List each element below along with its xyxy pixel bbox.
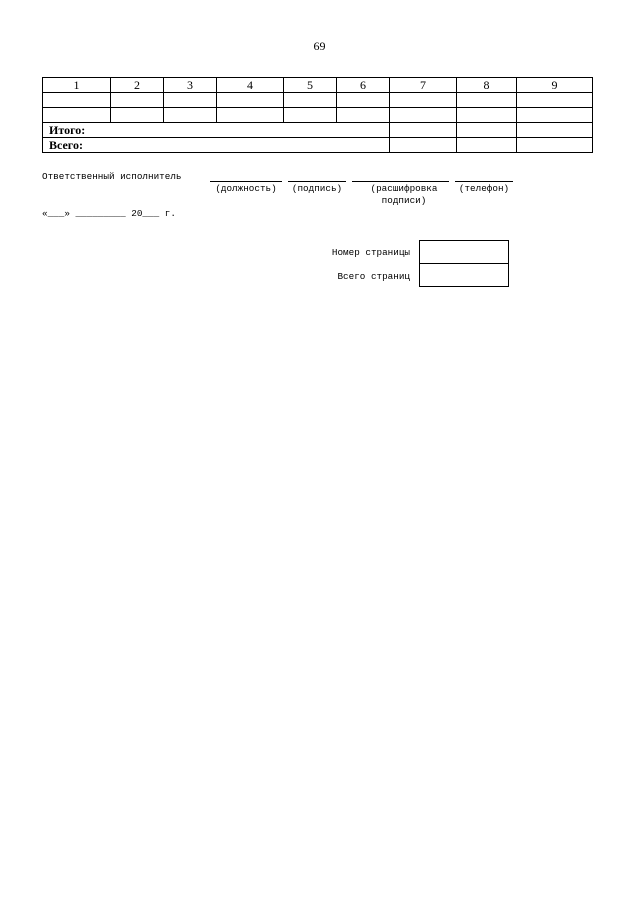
column-header-3: 3: [164, 78, 217, 93]
table-cell[interactable]: [111, 93, 164, 108]
total-pages-box[interactable]: [419, 263, 509, 287]
date-line: «___» _________ 20___ г.: [42, 208, 176, 219]
itogo-cell-7[interactable]: [390, 123, 457, 138]
column-header-5: 5: [284, 78, 337, 93]
table-row: [43, 93, 593, 108]
itogo-row: [43, 123, 593, 138]
table-cell[interactable]: [217, 93, 284, 108]
vsego-cell-8[interactable]: [457, 138, 517, 153]
table-cell[interactable]: [284, 108, 337, 123]
table-cell[interactable]: [390, 108, 457, 123]
table-row: [43, 108, 593, 123]
table-cell[interactable]: [284, 93, 337, 108]
signature-line[interactable]: [288, 181, 346, 182]
table-cell[interactable]: [457, 93, 517, 108]
phone-line[interactable]: [455, 181, 513, 182]
table-header-row: [43, 78, 593, 93]
decoding-caption: (расшифровка подписи): [370, 183, 438, 206]
table-cell[interactable]: [111, 108, 164, 123]
column-header-1: 1: [43, 78, 111, 93]
column-header-9: 9: [517, 78, 593, 93]
table-cell[interactable]: [390, 93, 457, 108]
vsego-label: Всего:: [43, 138, 390, 153]
table-cell[interactable]: [43, 108, 111, 123]
position-caption: (должность): [215, 183, 277, 194]
itogo-cell-8[interactable]: [457, 123, 517, 138]
column-header-6: 6: [337, 78, 390, 93]
signature-caption: (подпись): [291, 183, 343, 194]
table-cell[interactable]: [517, 93, 593, 108]
table-cell[interactable]: [43, 93, 111, 108]
itogo-label: Итого:: [43, 123, 390, 138]
page-number-label: Номер страницы: [331, 247, 410, 258]
table-cell[interactable]: [217, 108, 284, 123]
vsego-row: [43, 138, 593, 153]
table-cell[interactable]: [337, 93, 390, 108]
report-table: [42, 77, 593, 153]
table-cell[interactable]: [517, 108, 593, 123]
table-cell[interactable]: [457, 108, 517, 123]
responsible-label: Ответственный исполнитель: [42, 171, 182, 182]
column-header-7: 7: [390, 78, 457, 93]
table-cell[interactable]: [164, 93, 217, 108]
column-header-2: 2: [111, 78, 164, 93]
decoding-line[interactable]: [352, 181, 449, 182]
page-number-box[interactable]: [419, 240, 509, 264]
column-header-8: 8: [457, 78, 517, 93]
table-cell[interactable]: [337, 108, 390, 123]
total-pages-label: Всего страниц: [337, 271, 410, 282]
vsego-cell-9[interactable]: [517, 138, 593, 153]
itogo-cell-9[interactable]: [517, 123, 593, 138]
vsego-cell-7[interactable]: [390, 138, 457, 153]
page-number: 69: [313, 39, 326, 53]
position-line[interactable]: [210, 181, 282, 182]
column-header-4: 4: [217, 78, 284, 93]
phone-caption: (телефон): [458, 183, 510, 194]
table-cell[interactable]: [164, 108, 217, 123]
